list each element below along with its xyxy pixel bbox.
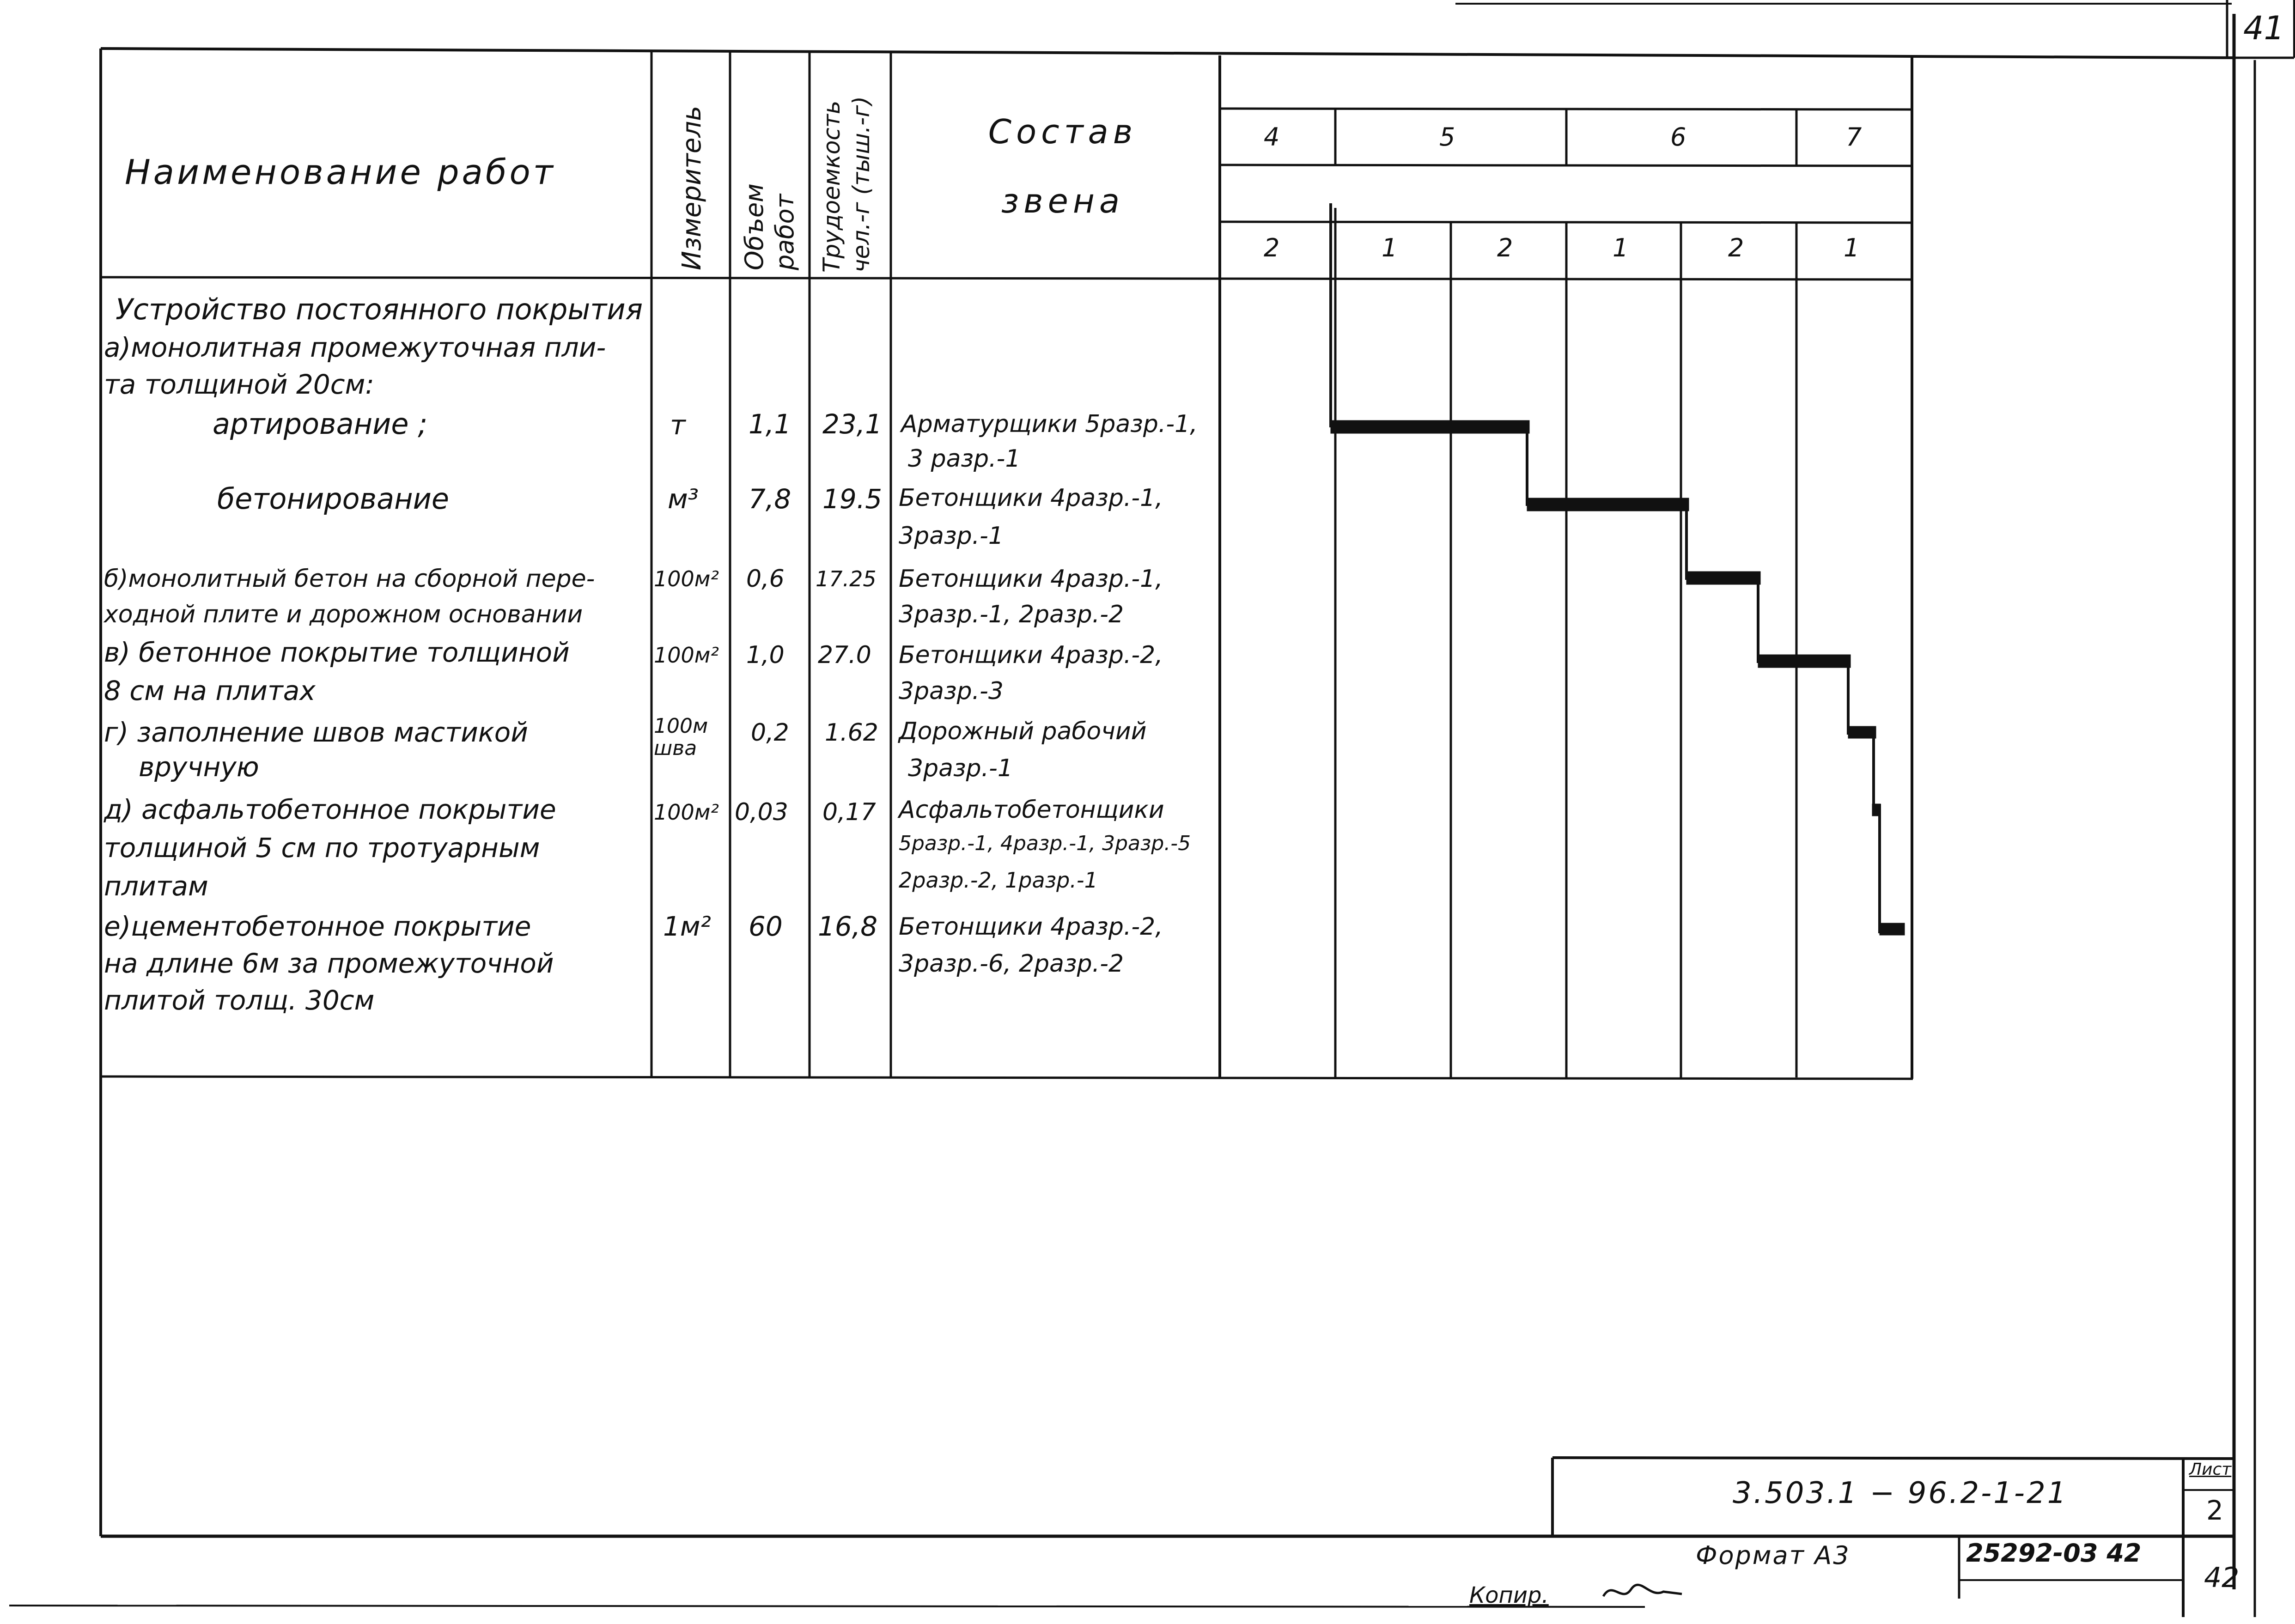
row-b-labor: 17.25 — [816, 566, 877, 591]
row-d-crew-1: Асфальтобетонщики — [899, 796, 1164, 824]
row-b-name-2: ходной плите и дорожном основании — [104, 601, 583, 628]
row-v-name-2: 8 см на плитах — [104, 675, 316, 706]
row-d-name-2: толщиной 5 см по тротуарным — [104, 832, 540, 864]
row-concreting-unit: м³ — [668, 483, 699, 515]
row-d-volume: 0,03 — [735, 798, 788, 826]
page-number-bottom: 42 — [2204, 1562, 2240, 1594]
row-b-unit: 100м² — [654, 566, 719, 591]
row-b-volume: 0,6 — [746, 565, 785, 593]
header-labor: Трудоемкость чел.-г (тыш.-г) — [818, 96, 875, 273]
row-e-volume: 60 — [749, 911, 783, 942]
row-g-crew-2: 3разр.-1 — [908, 754, 1013, 782]
row-g-unit: 100м шва — [654, 714, 708, 760]
row-concreting-crew-1: Бетонщики 4разр.-1, — [899, 484, 1163, 512]
header-crew: Состав звена — [988, 112, 1138, 220]
archive-number: 25292-03 42 — [1966, 1539, 2142, 1568]
week-7: 7 — [1846, 122, 1862, 152]
header-name-of-works: Наименование работ — [125, 152, 556, 192]
row-e-name-1: е)цементобетонное покрытие — [104, 911, 531, 942]
row-v-unit: 100м² — [654, 643, 719, 668]
row-d-name-1: д) асфальтобетонное покрытие — [104, 794, 556, 825]
row-reinforcing-crew-1: Арматурщики 5разр.-1, — [901, 410, 1198, 438]
row-d-labor: 0,17 — [822, 798, 876, 826]
row-e-unit: 1м² — [663, 911, 711, 942]
row-e-crew-2: 3разр.-6, 2разр.-2 — [899, 950, 1124, 978]
week-4: 4 — [1264, 122, 1280, 152]
row-g-labor: 1.62 — [825, 719, 878, 747]
row-b-crew-2: 3разр.-1, 2разр.-2 — [899, 601, 1124, 628]
row-e-crew-1: Бетонщики 4разр.-2, — [899, 913, 1163, 941]
row-v-labor: 27.0 — [818, 641, 871, 669]
header-volume: Объем работ — [740, 183, 799, 270]
format-label: Формат А3 — [1696, 1541, 1851, 1570]
row-a-name-2: та толщиной 20см: — [104, 369, 374, 400]
row-concreting-volume: 7,8 — [749, 483, 791, 515]
row-reinforcing-crew-2: 3 разр.-1 — [908, 445, 1021, 473]
sheet-number: 2 — [2206, 1495, 2223, 1526]
row-g-name-2: вручную — [139, 751, 259, 783]
row-d-crew-2: 5разр.-1, 4разр.-1, 3разр.-5 — [899, 832, 1191, 855]
row-concreting-name: бетонирование — [217, 482, 450, 516]
row-reinforcing-name: артирование ; — [213, 407, 428, 441]
week-5: 5 — [1439, 122, 1455, 152]
row-e-name-2: на длине 6м за промежуточной — [104, 948, 554, 979]
row-v-volume: 1,0 — [746, 641, 785, 669]
row-e-name-3: плитой толщ. 30см — [104, 985, 375, 1016]
row-v-name-1: в) бетонное покрытие толщиной — [104, 637, 570, 668]
doc-code: 3.503.1 − 96.2-1-21 — [1733, 1476, 2068, 1510]
page-number-top: 41 — [2243, 9, 2285, 47]
row-g-name-1: г) заполнение швов мастикой — [104, 717, 528, 748]
section-title: Устройство постоянного покрытия — [116, 292, 643, 326]
subperiod-2: 1 — [1382, 233, 1398, 262]
subperiod-1: 2 — [1264, 233, 1280, 262]
row-d-unit: 100м² — [654, 800, 719, 825]
row-reinforcing-labor: 23,1 — [822, 408, 883, 440]
row-e-labor: 16,8 — [818, 911, 878, 942]
subperiod-3: 2 — [1497, 233, 1513, 262]
row-g-crew-1: Дорожный рабочий — [899, 718, 1147, 745]
row-concreting-labor: 19.5 — [822, 483, 883, 515]
sheet-label: Лист — [2189, 1460, 2232, 1479]
subperiod-4: 1 — [1613, 233, 1629, 262]
row-reinforcing-unit: т — [670, 409, 686, 441]
subperiod-6: 1 — [1844, 233, 1860, 262]
row-d-crew-3: 2разр.-2, 1разр.-1 — [899, 868, 1098, 893]
header-unit: Измеритель — [677, 105, 707, 270]
row-b-crew-1: Бетонщики 4разр.-1, — [899, 565, 1163, 593]
row-reinforcing-volume: 1,1 — [749, 408, 791, 440]
row-a-name-1: а)монолитная промежуточная пли- — [104, 332, 606, 363]
copied-label: Копир. — [1469, 1582, 1549, 1608]
week-6: 6 — [1670, 122, 1686, 152]
row-g-volume: 0,2 — [751, 719, 789, 747]
row-v-crew-2: 3разр.-3 — [899, 677, 1004, 705]
row-d-name-3: плитам — [104, 870, 208, 902]
row-v-crew-1: Бетонщики 4разр.-2, — [899, 641, 1163, 669]
row-b-name-1: б)монолитный бетон на сборной пере- — [104, 565, 595, 593]
subperiod-5: 2 — [1728, 233, 1744, 262]
row-concreting-crew-2: 3разр.-1 — [899, 522, 1004, 550]
